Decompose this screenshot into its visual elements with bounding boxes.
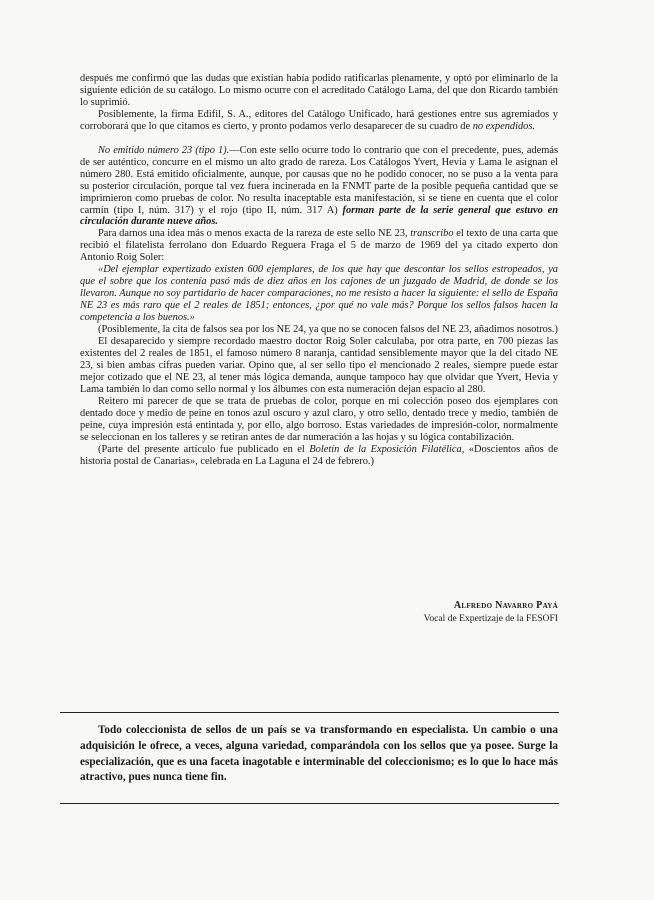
letter-quote: «Del ejemplar expertizado existen 600 ejemplares, de los que hay que descontar los sellos estropeados, ya que el sobre que los contenía pasó más de diez años en los cajones de un juzgado de Madrid, de donde se los llevaron. Aunque no soy partidario de hacer comparaciones, no me resisto a hacer la siguiente: el sello de España NE 23 es más raro que el 2 reales de 1851; entonces, ¿por qué no vale más? Porque los sellos falsos hacen la competencia a los buenos.» — [80, 264, 558, 324]
paragraph-pruebas-color: Reitero mi parecer de que se trata de pruebas de color, porque en mi colección poseo dos ejemplares con dentado doce y medio de peine en tonos azul oscuro y azul claro, y otro sello, dentado trece y medio, también de peine, cuya impresión está entintada y, por ello, algo borroso. Estas variedades de impresión-color, normalmente se seleccionan en los talleres y se retiran antes de dar numeración a las hojas y su lógica contabilización. — [80, 395, 558, 443]
author-name: Alfredo Navarro Payá — [453, 600, 558, 611]
paragraph-edifil: Posiblemente, la firma Edifil, S. A., editores del Catálogo Unificado, hará gestiones entre sus agremiados y corroborará que lo que citamos es cierto, y pronto podamos verlo desaparecer de su cuadro de no expendidos. — [80, 108, 558, 132]
paragraph-ne23: No emitido número 23 (tipo 1).—Con este sello ocurre todo lo contrario que con el precedente, pues, además de ser auténtico, concurre en el mismo un alto grado de rareza. Los Catálogos Yvert, Hevia y Lama le asignan el número 280. Está emitido oficialmente, aunque, por causas que no he podido conocer, no se puso a la venta para su posterior circulación, porque tal vez fuera incinerada en la FNMT parte de la posible pequeña cantidad que se imprimieron como pruebas de color. No resulta inaceptable esta manifestación, si se tiene en cuenta que el color carmín (tipo I, núm. 317) y el rojo (tipo II, núm. 317 A) forman parte de la serie general que estuvo en circulación durante nueve años. — [80, 144, 558, 228]
section-heading: No emitido número 23 (tipo 1). — [98, 144, 230, 156]
paragraph-continuation: después me confirmó que las dudas que existían había podido ratificarlas plenamente, y optó por eliminarlo de la siguiente edición de su catálogo. Lo mismo ocurre con el acreditado Catálogo Lama, del que don Ricardo también lo suprimió. — [80, 73, 558, 108]
paragraph-rarity: Para darnos una idea más o menos exacta de la rareza de este sello NE 23, transcribo el texto de una carta que recibió el filatelista ferrolano don Eduardo Reguera Fraga el 5 de marzo de 1969 del ya citado experto don Antonio Roig Soler: — [80, 228, 558, 264]
divider-top — [60, 712, 559, 713]
article-body — [80, 73, 558, 468]
paragraph-publication-note: (Parte del presente artículo fue publicado en el Boletín de la Exposición Filatélica, «Doscientos años de historia postal de Canarias», celebrada en La Laguna el 24 de febrero.) — [80, 443, 558, 467]
author-signature — [300, 599, 558, 625]
paragraph-falsos: (Posiblemente, la cita de falsos sea por los NE 24, ya que no se conocen falsos del NE 23, añadimos nosotros.) — [98, 324, 558, 336]
paragraph-roig-soler: El desaparecido y siempre recordado maestro doctor Roig Soler calculaba, por otra parte, en 700 piezas las existentes del 2 reales de 1851, el famoso número 8 naranja, cantidad sensiblemente mayor que la del citado NE 23, si bien ambas cifras pueden variar. Opino que, al ser sello tipo el mencionado 2 reales, siempre puede estar mejor cotizado que el NE 23, al tener más lógica demanda, aunque tampoco hay que olvidar que Yvert, Hevia y Lama también lo dan como sello normal y los álbumes con esta numeración dejan espacio al 280. — [80, 336, 558, 395]
closing-quote: Todo coleccionista de sellos de un país se va transformando en especialista. Un cambio o una adquisición le ofrece, a veces, alguna variedad, comparándola con los sellos que ya posee. Surge la especialización, que es una faceta inagotable e interminable del coleccionismo; es lo que lo hace más atractivo, pues nunca tiene fin. — [80, 724, 558, 784]
author-role: Vocal de Expertizaje de la FESOFI — [423, 613, 558, 624]
divider-bottom — [60, 803, 559, 804]
